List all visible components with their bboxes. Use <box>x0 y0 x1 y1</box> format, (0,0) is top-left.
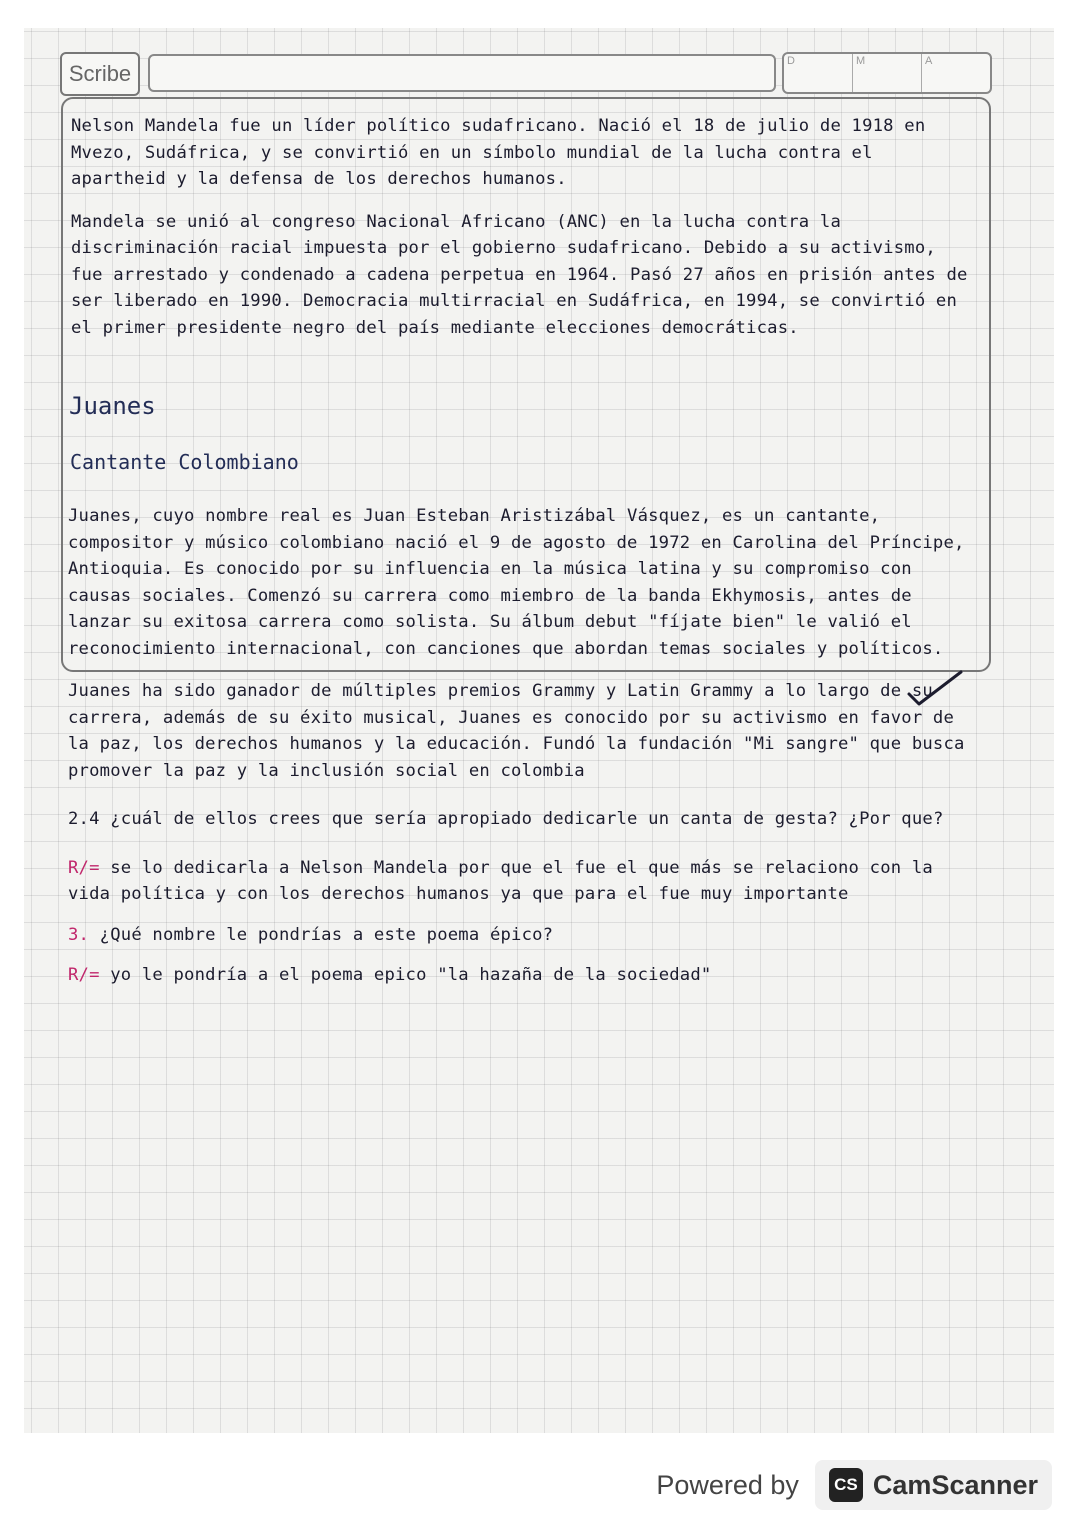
date-month-label: M <box>852 54 921 92</box>
date-year-label: A <box>921 54 990 92</box>
mandela-paragraph-2: Mandela se unió al congreso Nacional Africano (ANC) en la lucha contra la discriminación racial impuesta por el gobierno sudafricano. Debido a su activismo, fue arrestado y condenado a cadena perpetua en 1964. Pasó 27 años en prisión antes de ser liberado en 1990. Democracia multirracial en Sudáfrica, en 1994, se convirtió en el primer presidente negro del país mediante elecciones democráticas. <box>71 211 968 338</box>
camscanner-name: CamScanner <box>872 1469 1038 1500</box>
question-1 <box>68 806 973 833</box>
juanes-section <box>68 503 973 989</box>
answer-2-text: yo le pondría a el poema epico "la hazaña de la sociedad" <box>110 965 712 985</box>
answer-1-mark: R/= <box>68 857 100 878</box>
camscanner-logo-icon: CS <box>829 1468 863 1502</box>
powered-by-label: Powered by <box>656 1469 799 1500</box>
answer-1 <box>68 855 973 908</box>
camscanner-badge <box>815 1460 1052 1510</box>
juanes-paragraph-1: Juanes, cuyo nombre real es Juan Esteban Aristizábal Vásquez, es un cantante, compositor y músico colombiano nació el 9 de agosto de 1972 en Carolina del Príncipe, Antioquia. Es conocido por su influencia en la música latina y su compromiso con causas sociales. Comenzó su carrera como miembro de la banda Ekhymosis, antes de lanzar su exitosa carrera como solista. Su álbum debut "fíjate bien" le valió el reconocimiento internacional, con canciones que abordan temas sociales y políticos. <box>68 506 965 659</box>
scanner-footer <box>656 1458 1052 1512</box>
answer-2 <box>68 962 973 989</box>
date-day-label: D <box>787 55 795 67</box>
answer-1-text: se lo dedicarla a Nelson Mandela por que el fue el que más se relaciono con la vida política y con los derechos humanos ya que para el fue muy importante <box>68 857 933 904</box>
question-2-number: 3. <box>68 924 90 945</box>
answer-2-mark: R/= <box>68 965 100 985</box>
mandela-paragraph-1: Nelson Mandela fue un líder político sudafricano. Nació el 18 de julio de 1918 en Mvezo, Sudáfrica, y se convirtió en un símbolo mundial de la lucha contra el apartheid y la defensa de los derechos humanos. <box>71 116 926 189</box>
juanes-subtitle: Cantante Colombiano <box>70 450 299 474</box>
question-1-text: ¿cuál de ellos crees que sería apropiado dedicarle un canta de gesta? ¿Por que? <box>110 809 944 829</box>
checkmark-icon <box>905 668 965 714</box>
juanes-heading: Juanes <box>69 392 156 420</box>
juanes-paragraph-2: Juanes ha sido ganador de múltiples premios Grammy y Latin Grammy a lo largo de su carrera, además de su éxito musical, Juanes es conocido por su activismo en favor de la paz, los derechos humanos y la educación. Fundó la fundación "Mi sangre" que busca promover la paz y la inclusión social en colombia <box>68 681 965 781</box>
brand-label: Scribe <box>60 52 140 96</box>
question-1-number: 2.4 <box>68 809 100 829</box>
question-2 <box>68 922 973 949</box>
page-header <box>60 50 990 96</box>
title-field <box>148 54 776 92</box>
date-box <box>782 52 992 94</box>
question-2-text: ¿Qué nombre le pondrías a este poema épico? <box>99 924 554 945</box>
